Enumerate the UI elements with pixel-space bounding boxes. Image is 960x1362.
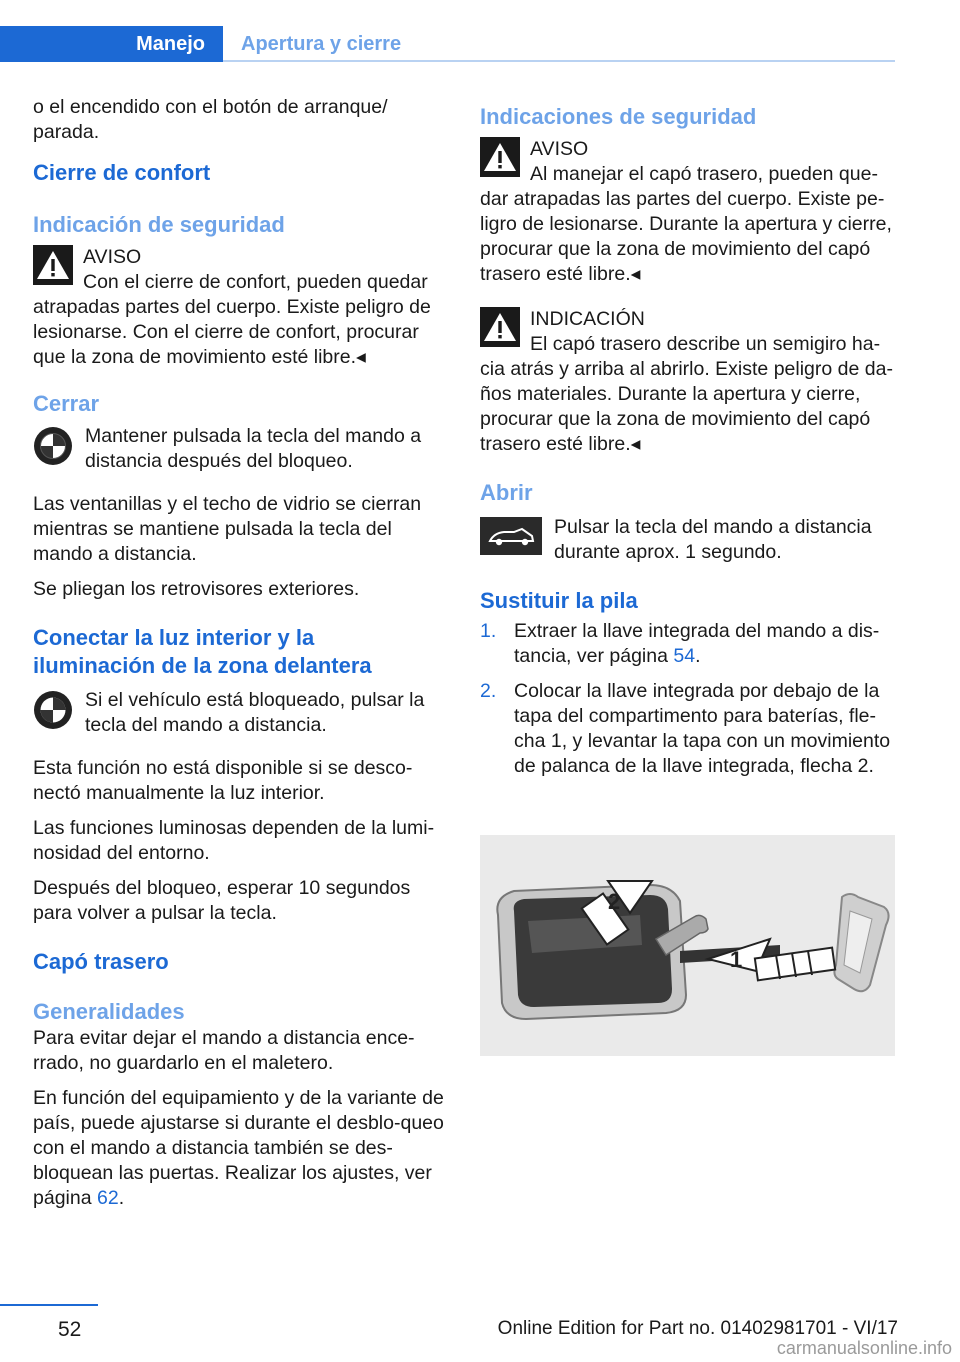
arrow-label-2: 2 [608, 889, 621, 914]
heading-indicacion-seguridad: Indicación de seguridad [33, 212, 285, 237]
equipamiento-text: En función del equipamiento y de la variante de país, puede ajustarse si durante el desblo-queo con el mando a distancia también se des-bloquean las puertas. Realizar los ajustes, ver página [33, 1087, 444, 1209]
heading-generalidades: Generalidades [33, 999, 185, 1024]
cerrar-row [33, 424, 451, 474]
warning-text: Con el cierre de confort, pueden quedar atrapadas partes del cuerpo. Existe peligro de lesionarse. Con el cierre de confort, procurar que la zona de movimiento esté libre.◂ [33, 271, 431, 368]
retrovisores-text: Se pliegan los retrovisores exteriores. [33, 578, 360, 600]
step-text: Colocar la llave integrada por debajo de la tapa del compartimento para baterías, fle-cha 1, y levantar la tapa con un movimiento de palanca de la llave integrada, flecha 2. [514, 680, 891, 777]
intro-text: o el encendido con el botón de arranque/ parada. [33, 96, 388, 143]
heading-conectar-luz: Conectar la luz interior y la iluminación de la zona delantera [33, 625, 372, 678]
heading-abrir: Abrir [480, 480, 533, 505]
warning-block-trunk [480, 137, 898, 287]
page-link-54[interactable]: 54 [673, 645, 696, 667]
warning-triangle-icon [33, 245, 73, 285]
period: . [118, 1187, 125, 1209]
cerrar-text: Mantener pulsada la tecla del mando a distancia después del bloqueo. [85, 425, 422, 472]
tab-manejo[interactable]: Manejo [0, 26, 223, 62]
period: . [695, 645, 701, 667]
watermark: carmanualsonline.info [776, 1338, 952, 1358]
heading-capo-trasero: Capó trasero [33, 949, 169, 974]
notice-label: INDICACIÓN [530, 308, 645, 330]
edition-text: Online Edition for Part no. 01402981701 - VI/17 [497, 1318, 898, 1339]
heading-cierre-confort: Cierre de confort [33, 160, 211, 185]
page-number: 52 [58, 1318, 82, 1341]
despues-bloqueo-text: Después del bloqueo, esperar 10 segundos para volver a pulsar la tecla. [33, 877, 411, 924]
tab-apertura-cierre[interactable]: Apertura y cierre [241, 32, 402, 55]
key-illustration [480, 835, 895, 1056]
warning-triangle-icon [480, 307, 520, 347]
step-number: 2. [480, 680, 497, 702]
key-battery-figure [480, 835, 895, 1056]
page-link-62[interactable]: 62 [96, 1187, 119, 1209]
abrir-row [480, 515, 898, 565]
warning-label: AVISO [83, 246, 142, 268]
bmw-logo-icon [33, 426, 73, 471]
right-column [480, 103, 898, 789]
heading-sustituir-pila: Sustituir la pila [480, 588, 638, 613]
warning-text: Al manejar el capó trasero, pueden que-dar atrapadas las partes del cuerpo. Existe pe-ligro de lesionarse. Durante la apertura y cierre, procurar que la zona de movimiento del capó trasero esté libre.◂ [480, 163, 892, 285]
footer-rule [0, 1304, 98, 1306]
conectar-row [33, 688, 451, 738]
heading-indicaciones-seguridad: Indicaciones de seguridad [480, 104, 757, 129]
arrow-label-1: 1 [730, 947, 743, 972]
step-text: Extraer la llave integrada del mando a dis-tancia, ver página [514, 620, 880, 667]
list-item [480, 619, 898, 669]
left-column [33, 95, 451, 1221]
warning-triangle-icon [480, 137, 520, 177]
steps-list [480, 619, 898, 779]
tab-underline [223, 60, 895, 62]
section-tabs [0, 26, 895, 62]
warning-block-comfort [33, 245, 451, 370]
step-number: 1. [480, 620, 497, 642]
funcion-no-disponible-text: Esta función no está disponible si se desco-nectó manualmente la luz interior. [33, 757, 413, 804]
evitar-text: Para evitar dejar el mando a distancia ence-rrado, no guardarlo en el maletero. [33, 1027, 415, 1074]
abrir-text: Pulsar la tecla del mando a distancia durante aprox. 1 segundo. [554, 516, 872, 563]
list-item [480, 679, 898, 779]
heading-cerrar: Cerrar [33, 391, 100, 416]
notice-text: El capó trasero describe un semigiro ha-cia atrás y arriba al abrirlo. Existe peligro de da-ños materiales. Durante la apertura y cierre, procurar que la zona de movimiento del capó trasero esté libre.◂ [480, 333, 893, 455]
equipamiento-paragraph [33, 1086, 451, 1211]
bmw-logo-icon [33, 690, 73, 735]
ventanillas-text: Las ventanillas y el techo de vidrio se cierran mientras se mantiene pulsada la tecla del mando a distancia. [33, 493, 422, 565]
conectar-text: Si el vehículo está bloqueado, pulsar la tecla del mando a distancia. [85, 689, 425, 736]
notice-block-trunk [480, 307, 898, 457]
funciones-luminosas-text: Las funciones luminosas dependen de la lumi-nosidad del entorno. [33, 817, 435, 864]
trunk-open-icon [480, 517, 542, 560]
warning-label: AVISO [530, 138, 589, 160]
